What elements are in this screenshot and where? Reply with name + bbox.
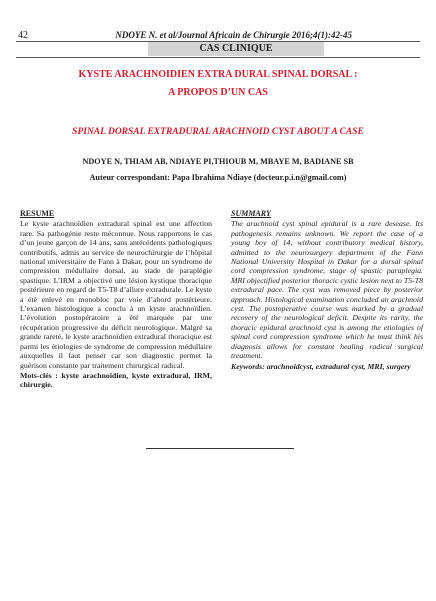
- summary-column: [231, 209, 423, 371]
- journal-citation: NDOYE N. et al/Journal Africain de Chirurgie 2016;4(1):42-45: [115, 30, 352, 40]
- page-number: 42: [18, 30, 28, 41]
- authors: NDOYE N, THIAM AB, NDIAYE PI,THIOUB M, MBAYE M, BADIANE SB: [82, 157, 354, 166]
- header-rule-bottom: [16, 57, 420, 58]
- divider-rule: [146, 448, 294, 449]
- section-banner: CAS CLINIQUE: [148, 42, 324, 56]
- summary-heading: SUMMARY: [231, 209, 271, 218]
- title-fr-line1: KYSTE ARACHNOIDIEN EXTRA DURAL SPINAL DORSAL :: [78, 69, 358, 80]
- title-en: SPINAL DORSAL EXTRADURAL ARACHNOID CYST ABOUT A CASE: [72, 127, 364, 137]
- summary-keywords: Keywords: arachnoidcyst, extradural cyst, MRI, surgery: [231, 361, 411, 371]
- summary-text: The arachnoid cyst spinal epidural is a rare desease. Its pathogenesis remains unknown. We report the case of a young boy of 14, without contributory medical history, admitted to the neurosurgery department of the Fann National University Hospital in Dakar for a dorsal spinal cord compression syndrome, stage of spastic paraplegia. MRI objectified posterior thoracic cystic lesion next to T5-T8 extradural pace. The cyst was removed piece by posterior approach. Histological examination concluded an arachnoid cyst. The postoperative course was marked by a gradual recovery of the neurological deficit. Despite its rarity, the thoracic epidural arachnoid cyst is among the etiologies of spinal cord compression syndrome which he must think his diagnosis allows for constant healing radical surgical treatment.: [231, 219, 423, 361]
- resume-text: Le kyste arachnoïdien extradural spinal est une affection rare. Sa pathogénie reste méconnue. Nous rapportons le cas d’un jeune garçon de 14 ans, sans antécédents pathologiques contributifs, admis au service de neurochirurgie de l’hôpital national universitaire de Fann à Dakar, pour un syndrome de compression médullaire dorsal, au stade de paraplégie spastique. L’IRM a objectivé une lésion kystique thoracique postérieure en regard de T5-T8 d’allure extradurale. Le kyste a été enlevé en monobloc par voie d’abord postérieure. L’examen histologique a conclu à un kyste arachnoïdien. L’évolution postopératoire a été marquée par une récupération progressive du déficit neurologique. Malgré sa grande rareté, le kyste arachnoïdien extradural thoracique est parmi les étiologies de syndrome de compression médullaire auxquelles il faut penser car son diagnostic permet la guérison constante par traitement chirurgical radical.: [20, 219, 212, 370]
- resume-keywords: Mots-clés : kyste arachnoïdien, kyste extradural, IRM, chirurgie.: [20, 370, 212, 390]
- corresponding-author: Auteur correspondant: Papa Ibrahima Ndiaye (docteur.p.i.n@gmail.com): [89, 173, 347, 182]
- resume-heading: RESUME: [20, 209, 55, 218]
- resume-column: [20, 209, 212, 390]
- title-fr-line2: A PROPOS D’UN CAS: [168, 87, 268, 98]
